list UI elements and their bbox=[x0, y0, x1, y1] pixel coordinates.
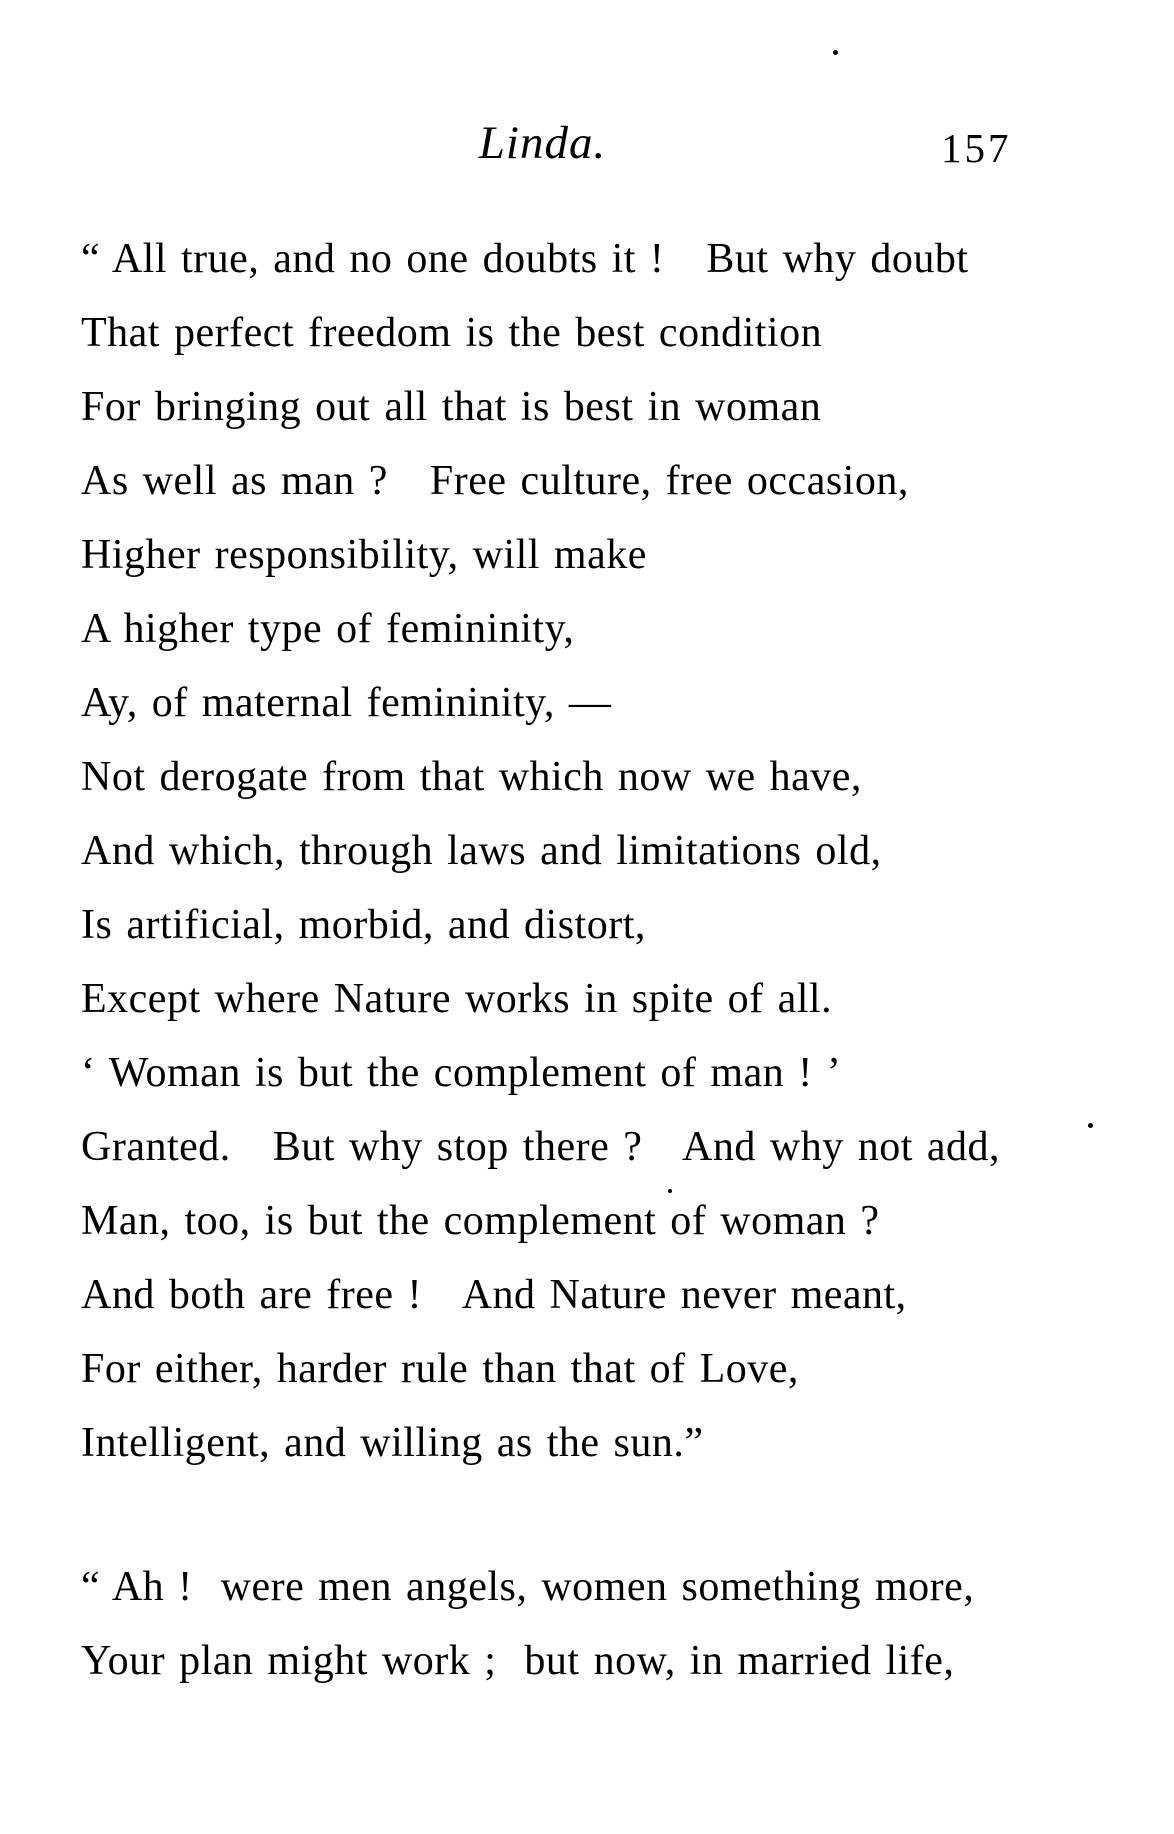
stanza bbox=[81, 1550, 1141, 1698]
poem-line: A higher type of femininity, bbox=[81, 606, 575, 652]
poem-line: Is artificial, morbid, and distort, bbox=[81, 902, 646, 948]
poem-line: As well as man ? Free culture, free occasion, bbox=[81, 458, 909, 504]
page-number: 157 bbox=[941, 125, 1012, 171]
poem-line: Granted. But why stop there ? And why not add, bbox=[81, 1124, 1001, 1170]
ink-speck bbox=[1088, 1123, 1093, 1128]
poem-line: Not derogate from that which now we have, bbox=[81, 754, 862, 800]
poem-line: ‘ Woman is but the complement of man ! ’ bbox=[81, 1050, 842, 1096]
poem-line: Except where Nature works in spite of all. bbox=[81, 976, 833, 1022]
poem-line: For bringing out all that is best in woman bbox=[81, 384, 822, 430]
stanza bbox=[81, 222, 1141, 1480]
poem-line: Higher responsibility, will make bbox=[81, 532, 647, 578]
poem-line: For either, harder rule than that of Love, bbox=[81, 1346, 799, 1392]
poem-line: Man, too, is but the complement of woman ? bbox=[81, 1198, 880, 1244]
poem-line: And both are free ! And Nature never meant, bbox=[81, 1272, 907, 1318]
running-head-title: Linda. bbox=[478, 117, 607, 169]
poem-line: “ Ah ! were men angels, women something more, bbox=[81, 1564, 975, 1610]
poem-line: That perfect freedom is the best condition bbox=[81, 310, 823, 356]
poem-line: Your plan might work ; but now, in married life, bbox=[81, 1638, 955, 1684]
poem-line: Ay, of maternal femininity, — bbox=[81, 680, 612, 726]
ink-speck bbox=[668, 1189, 672, 1193]
stanza-break bbox=[81, 1480, 1141, 1550]
poem-line: “ All true, and no one doubts it ! But why doubt bbox=[81, 236, 969, 282]
poem-text bbox=[81, 222, 1141, 1698]
poem-line: And which, through laws and limitations old, bbox=[81, 828, 882, 874]
poem-line: Intelligent, and willing as the sun.” bbox=[81, 1420, 704, 1466]
ink-speck bbox=[833, 50, 838, 55]
